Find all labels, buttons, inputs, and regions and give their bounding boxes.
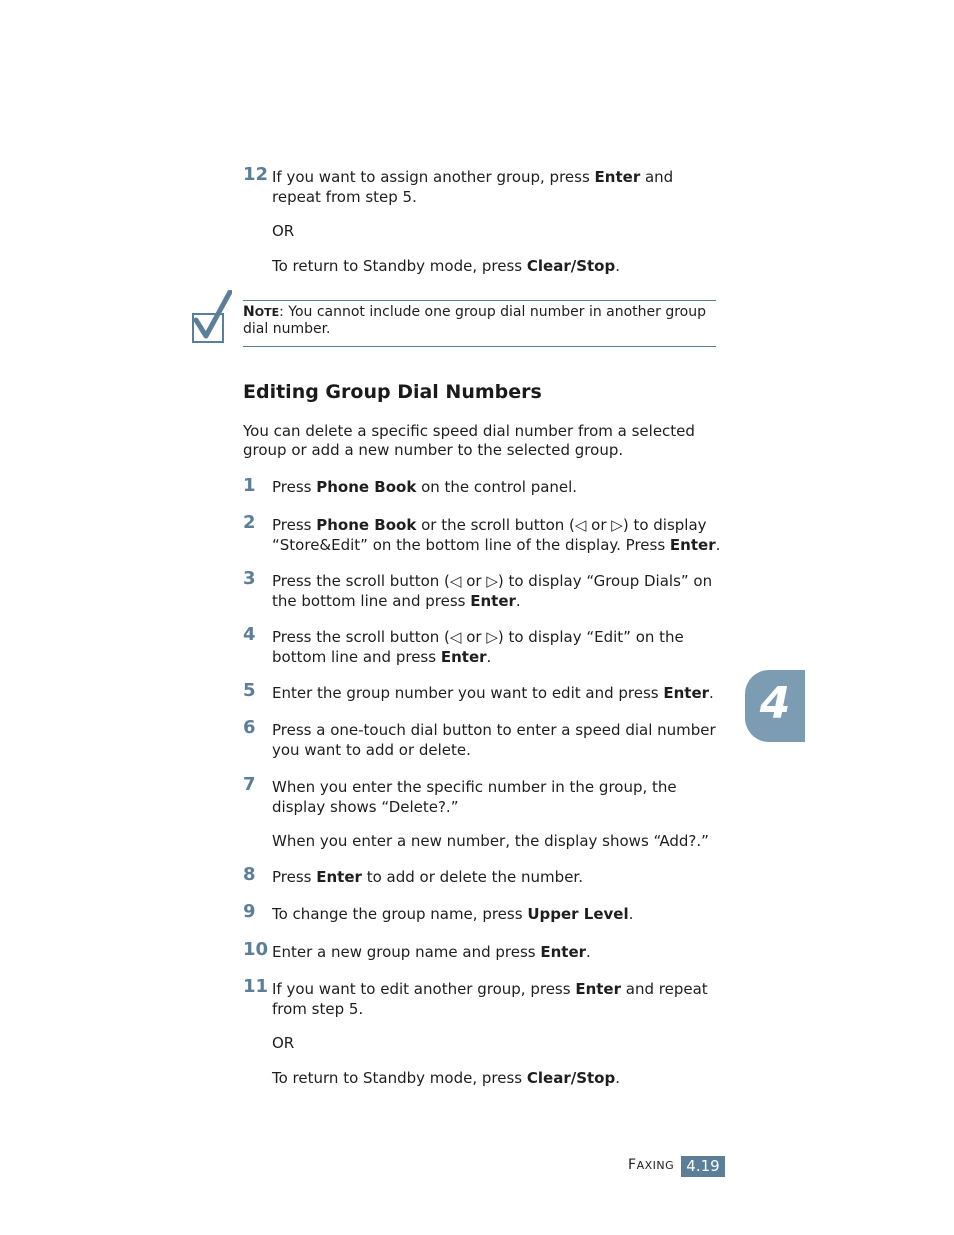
- section-heading: Editing Group Dial Numbers: [243, 381, 542, 403]
- step-number: 9: [243, 901, 256, 922]
- step-number: 11: [243, 976, 269, 997]
- step-number: 2: [243, 512, 256, 533]
- step-text: Press Enter to add or delete the number.: [272, 868, 583, 886]
- step-number: 12: [243, 164, 269, 185]
- note-text: NOTE: You cannot include one group dial number in another group dial number.: [243, 304, 707, 337]
- step-text: Enter the group number you want to edit and press Enter.: [272, 684, 714, 702]
- step-text: If you want to edit another group, press Enter and repeat from step 5.: [272, 980, 708, 1018]
- checkmark-note-icon: [190, 290, 232, 344]
- intro-paragraph: You can delete a specific speed dial number from a selected group or add a new number to the selected group.: [243, 422, 695, 459]
- step-text: Press the scroll button (◁ or ▷) to display “Group Dials” on the bottom line and press Enter.: [272, 572, 713, 610]
- footer-section-label: FAXING: [628, 1157, 675, 1173]
- step-number: 8: [243, 864, 256, 885]
- step-text: Press Phone Book on the control panel.: [272, 478, 578, 496]
- step-text: Enter a new group name and press Enter.: [272, 943, 591, 961]
- step-number: 7: [243, 774, 256, 795]
- step-number: 5: [243, 680, 256, 701]
- or-text: OR: [272, 222, 295, 240]
- step-number: 1: [243, 475, 256, 496]
- chapter-tab: [745, 670, 805, 742]
- step-number: 10: [243, 939, 269, 960]
- step-text: Press the scroll button (◁ or ▷) to display “Edit” on the bottom line and press Enter.: [272, 628, 684, 666]
- standby-text: To return to Standby mode, press Clear/Stop.: [272, 257, 620, 275]
- step-number: 6: [243, 717, 256, 738]
- step-text: When you enter the specific number in the group, the display shows “Delete?.”: [272, 778, 677, 816]
- step-text: Press Phone Book or the scroll button (◁ or ▷) to display “Store&Edit” on the bottom line of the display. Press Enter.: [272, 516, 721, 554]
- step-number: 4: [243, 624, 256, 645]
- note-box: [243, 300, 716, 347]
- step-text: If you want to assign another group, press Enter and repeat from step 5.: [272, 168, 674, 206]
- step-text-extra: When you enter a new number, the display shows “Add?.”: [272, 832, 709, 850]
- page-number: 4.19: [681, 1156, 725, 1177]
- step-text: Press a one-touch dial button to enter a speed dial number you want to add or delete.: [272, 721, 716, 759]
- standby-text: To return to Standby mode, press Clear/Stop.: [272, 1069, 620, 1087]
- step-number: 3: [243, 568, 256, 589]
- chapter-number: 4: [759, 678, 791, 729]
- or-text: OR: [272, 1034, 295, 1052]
- step-text: To change the group name, press Upper Level.: [272, 905, 634, 923]
